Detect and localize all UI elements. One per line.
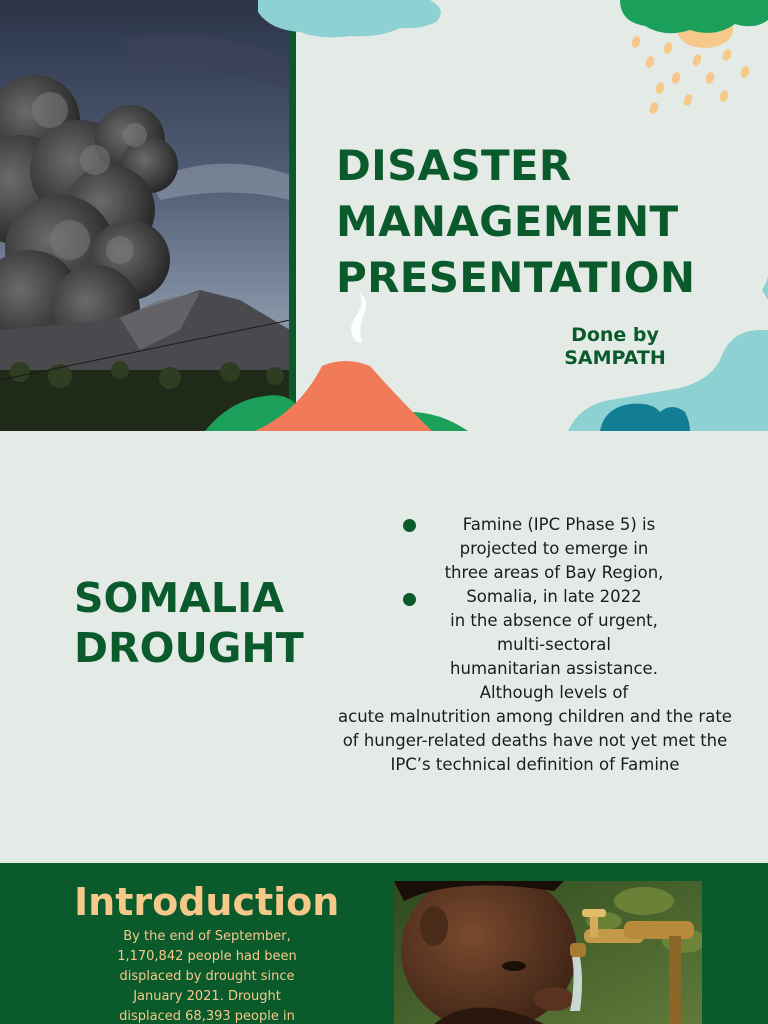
body-line: of hunger-related deaths have not yet met the	[342, 731, 728, 750]
slide-heading: Introduction	[74, 880, 340, 924]
body-line: humanitarian assistance.	[450, 659, 658, 678]
raindrops-icon	[630, 35, 751, 115]
presentation-title	[336, 138, 756, 306]
rain-cloud-icon	[620, 0, 768, 33]
author-byline	[540, 324, 690, 370]
body-line: Although levels of	[479, 683, 629, 702]
intro-text	[94, 927, 320, 1024]
heading-line: SOMALIA	[74, 574, 285, 622]
title-line: DISASTER	[336, 141, 572, 190]
introduction-slide	[0, 863, 768, 1024]
body-line: Famine (IPC Phase 5) is	[462, 515, 656, 534]
text-line: By the end of September,	[123, 929, 291, 944]
text-line: displaced 68,393 people in	[119, 1009, 295, 1024]
body-line: multi-sectoral	[497, 635, 611, 654]
body-line: in the absence of urgent,	[450, 611, 658, 630]
text-line: displaced by drought since	[119, 969, 295, 984]
body-line: Somalia, in late 2022	[466, 587, 642, 606]
body-line: IPC’s technical definition of Famine	[390, 755, 680, 774]
heading-line: DROUGHT	[74, 624, 304, 672]
title-line: MANAGEMENT	[336, 197, 679, 246]
body-line: projected to emerge in	[459, 539, 649, 558]
slide-heading	[74, 573, 304, 673]
text-line: January 2021. Drought	[133, 989, 281, 1004]
body-line: three areas of Bay Region,	[444, 563, 664, 582]
child-drinking-photo	[394, 881, 702, 1024]
cloud-icon	[258, 0, 441, 37]
author-name: SAMPATH	[564, 347, 666, 369]
byline-label: Done by	[571, 324, 659, 346]
somalia-drought-slide	[0, 431, 768, 863]
title-line: PRESENTATION	[336, 253, 696, 302]
text-line: 1,170,842 people had been	[117, 949, 297, 964]
body-line: acute malnutrition among children and the rate	[338, 707, 732, 726]
title-slide	[0, 0, 768, 431]
body-text	[330, 513, 740, 777]
